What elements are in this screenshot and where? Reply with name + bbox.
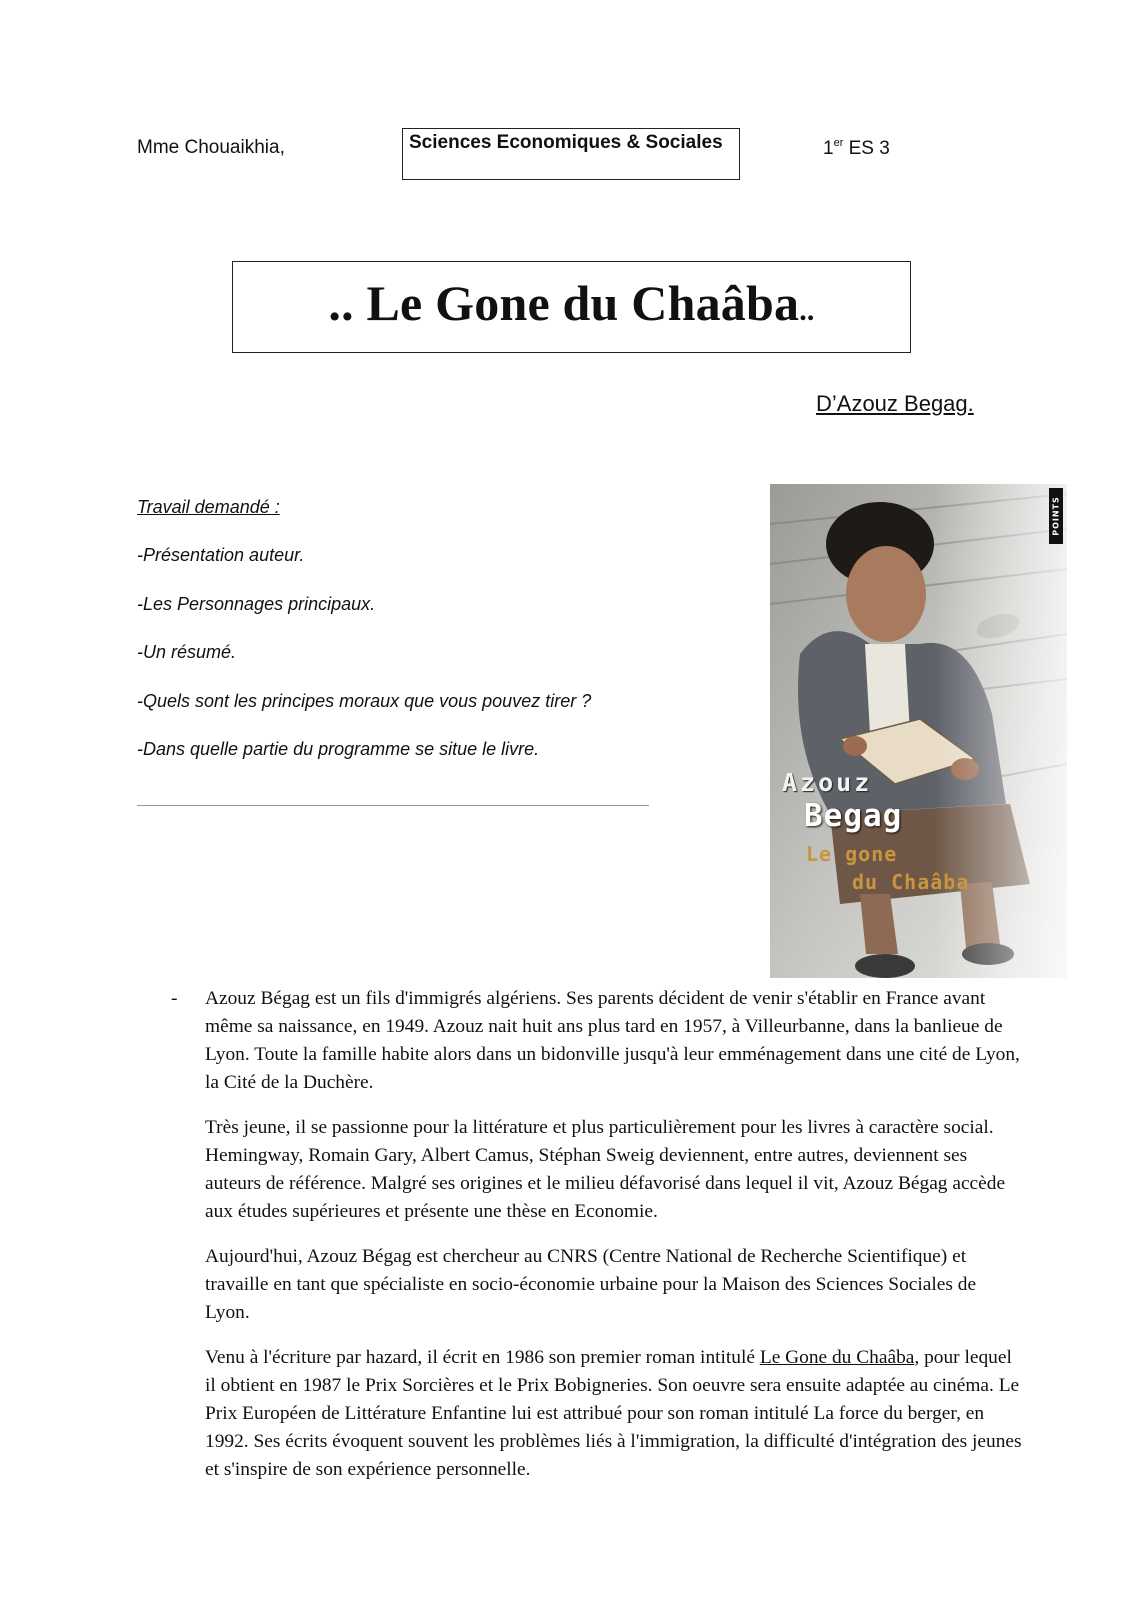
task-item: -Les Personnages principaux.: [137, 593, 376, 614]
teacher-name: Mme Chouaikhia,: [137, 137, 285, 158]
class-superscript: er: [833, 137, 844, 149]
cover-illustration: [770, 484, 1067, 978]
author-biography: [205, 985, 1025, 1501]
paragraph: Azouz Bégag est un fils d'immigrés algériens. Ses parents décident de venir s'établir en France avant même sa naissance, en 1949. Azouz nait huit ans plus tard en 1957, à Villeurbanne, dans la banlieue de Lyon. Toute la famille habite alors dans un bidonville jusqu'à leur emménagement dans une cité de Lyon, la Cité de la Duchère.: [205, 988, 1020, 1093]
class-level: 1: [823, 138, 834, 159]
subject-box: [402, 128, 740, 180]
paragraph: Très jeune, il se passionne pour la littérature et plus particulièrement pour les livres à caractère social. Hemingway, Romain Gary, Albert Camus, Stéphan Sweig deviennent, entre autres, deviennent ses auteurs de référence. Malgré ses origines et le milieu défavorisé dans lequel il vit, Azouz Bégag accède aux études supérieures et présente une thèse en Economie.: [205, 1117, 1006, 1222]
list-bullet: -: [171, 988, 178, 1009]
cover-title-line2: du Chaâba: [852, 870, 970, 894]
task-item: -Un résumé.: [137, 642, 237, 663]
paragraph-text: , pour lequel il obtient en 1987 le Prix Sorcières et le Prix Bobigneries. Son oeuvre sera ensuite adaptée au cinéma. Le Prix Européen de Littérature Enfantine lui est attribué pour son roman intitulé La force du berger, en 1992. Ses écrits évoquent souvent les problèmes liés à l'immigration, la difficulté d'intégration des jeunes et s'inspire de son expérience personnelle.: [205, 1347, 1022, 1480]
cover-author-last: Begag: [804, 798, 903, 834]
paragraph-text: Venu à l'écriture par hazard, il écrit en 1986 son premier roman intitulé: [205, 1347, 760, 1368]
subject-label: Sciences Economiques & Sociales: [409, 132, 723, 153]
book-cover-image: [770, 484, 1067, 978]
title-tail: ..: [799, 294, 815, 327]
task-item: -Présentation auteur.: [137, 545, 305, 565]
task-list: [137, 496, 591, 787]
cover-author-first: Azouz: [782, 768, 873, 797]
divider-line: [137, 805, 649, 806]
book-title-link: Le Gone du Chaâba: [759, 1347, 915, 1368]
class-label: [823, 137, 890, 160]
class-group: ES 3: [843, 138, 890, 159]
task-heading: Travail demandé :: [137, 497, 280, 517]
paragraph: [205, 1344, 1025, 1484]
task-item: -Dans quelle partie du programme se situe le livre.: [137, 739, 540, 760]
cover-title-line1: Le gone: [806, 842, 898, 866]
publisher-logo: [1049, 488, 1063, 544]
publisher-name: POINTS: [1051, 496, 1061, 536]
document-title: [233, 274, 910, 332]
paragraph: Aujourd'hui, Azouz Bégag est chercheur au CNRS (Centre National de Recherche Scientifique) et travaille en tant que spécialiste en socio-économie urbaine pour la Maison des Sciences Sociales de Lyon.: [205, 1246, 977, 1323]
title-box: [232, 261, 911, 353]
author-line: D’Azouz Begag.: [816, 391, 974, 416]
title-main: .. Le Gone du Chaâba: [328, 275, 800, 331]
task-item: -Quels sont les principes moraux que vous pouvez tirer ?: [137, 690, 592, 711]
